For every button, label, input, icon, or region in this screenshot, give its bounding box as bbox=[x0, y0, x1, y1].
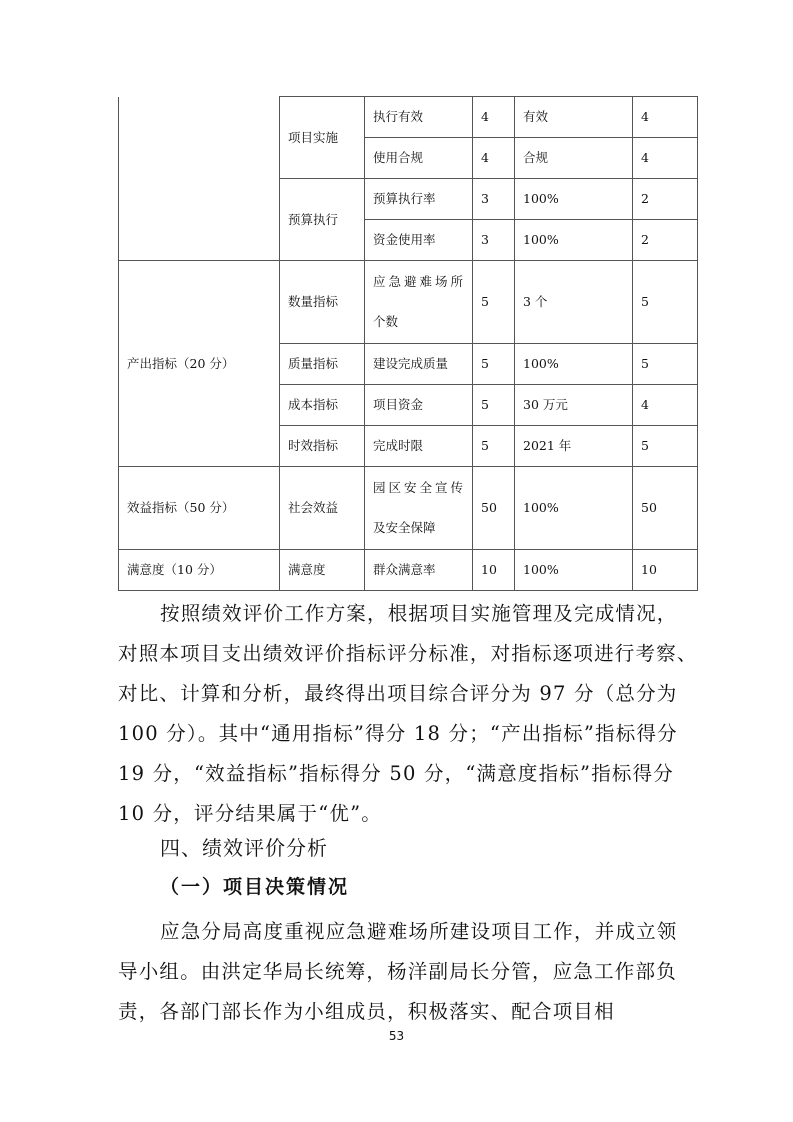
indicator-line-1: 应急避难场所 bbox=[373, 274, 467, 289]
subcategory-cell: 时效指标 bbox=[280, 426, 365, 467]
table-row bbox=[119, 97, 698, 138]
subcategory-cell: 满意度 bbox=[280, 550, 365, 591]
score-cell: 5 bbox=[633, 426, 698, 467]
weight-cell: 50 bbox=[473, 467, 515, 550]
indicator-cell: 资金使用率 bbox=[365, 220, 473, 261]
indicator-line-1: 园区安全宣传 bbox=[373, 480, 467, 495]
subcategory-cell: 项目实施 bbox=[280, 97, 365, 179]
indicator-line-2: 个数 bbox=[373, 314, 399, 329]
value-cell: 30 万元 bbox=[515, 385, 633, 426]
subcategory-cell: 质量指标 bbox=[280, 344, 365, 385]
value-cell: 100% bbox=[515, 550, 633, 591]
table-row bbox=[119, 261, 698, 344]
subcategory-cell: 社会效益 bbox=[280, 467, 365, 550]
indicator-cell: 完成时限 bbox=[365, 426, 473, 467]
subcategory-cell: 成本指标 bbox=[280, 385, 365, 426]
score-cell: 4 bbox=[633, 138, 698, 179]
subsection-heading: （一）项目决策情况 bbox=[160, 876, 350, 898]
score-cell: 5 bbox=[633, 261, 698, 344]
weight-cell: 4 bbox=[473, 97, 515, 138]
score-cell: 2 bbox=[633, 220, 698, 261]
evaluation-summary-paragraph bbox=[118, 594, 698, 834]
value-cell: 100% bbox=[515, 220, 633, 261]
score-cell: 2 bbox=[633, 179, 698, 220]
indicator-cell: 使用合规 bbox=[365, 138, 473, 179]
performance-score-table bbox=[118, 96, 698, 591]
indicator-cell: 预算执行率 bbox=[365, 179, 473, 220]
indicator-cell: 建设完成质量 bbox=[365, 344, 473, 385]
value-cell: 合规 bbox=[515, 138, 633, 179]
indicator-cell: 项目资金 bbox=[365, 385, 473, 426]
category-cell: 产出指标（20 分） bbox=[119, 261, 280, 467]
weight-cell: 5 bbox=[473, 344, 515, 385]
indicator-cell: 群众满意率 bbox=[365, 550, 473, 591]
weight-cell: 5 bbox=[473, 261, 515, 344]
weight-cell: 5 bbox=[473, 426, 515, 467]
weight-cell: 5 bbox=[473, 385, 515, 426]
paragraph-text: 按照绩效评价工作方案，根据项目实施管理及完成情况，对照本项目支出绩效评价指标评分标准，对指标逐项进行考察、对比、计算和分析，最终得出项目综合评分为 97 分（总分为 100 分）。其中“通用指标”得分 18 分；“产出指标”指标得分 19 分，“效益指标”指标得分 50 分，“满意度指标”指标得分 10 分，评分结果属于“优”。 bbox=[118, 602, 698, 825]
indicator-cell: 执行有效 bbox=[365, 97, 473, 138]
value-cell: 3 个 bbox=[515, 261, 633, 344]
indicator-cell bbox=[365, 261, 473, 344]
weight-cell: 10 bbox=[473, 550, 515, 591]
score-cell: 10 bbox=[633, 550, 698, 591]
score-cell: 4 bbox=[633, 385, 698, 426]
table-row bbox=[119, 550, 698, 591]
category-cell bbox=[119, 97, 280, 261]
value-cell: 有效 bbox=[515, 97, 633, 138]
category-cell: 效益指标（50 分） bbox=[119, 467, 280, 550]
indicator-line-2: 及安全保障 bbox=[373, 520, 436, 535]
section-heading: 四、绩效评价分析 bbox=[160, 836, 328, 860]
page-number: 53 bbox=[388, 1029, 405, 1043]
weight-cell: 3 bbox=[473, 179, 515, 220]
value-cell: 2021 年 bbox=[515, 426, 633, 467]
weight-cell: 4 bbox=[473, 138, 515, 179]
subcategory-cell: 数量指标 bbox=[280, 261, 365, 344]
table-row bbox=[119, 467, 698, 550]
score-cell: 4 bbox=[633, 97, 698, 138]
indicator-cell bbox=[365, 467, 473, 550]
subcategory-cell: 预算执行 bbox=[280, 179, 365, 261]
value-cell: 100% bbox=[515, 179, 633, 220]
paragraph-text: 应急分局高度重视应急避难场所建设项目工作，并成立领导小组。由洪定华局长统筹，杨洋副局长分管，应急工作部负责，各部门部长作为小组成员，积极落实、配合项目相 bbox=[118, 920, 678, 1023]
score-cell: 5 bbox=[633, 344, 698, 385]
value-cell: 100% bbox=[515, 344, 633, 385]
weight-cell: 3 bbox=[473, 220, 515, 261]
score-cell: 50 bbox=[633, 467, 698, 550]
decision-paragraph bbox=[118, 912, 698, 1032]
value-cell: 100% bbox=[515, 467, 633, 550]
category-cell: 满意度（10 分） bbox=[119, 550, 280, 591]
